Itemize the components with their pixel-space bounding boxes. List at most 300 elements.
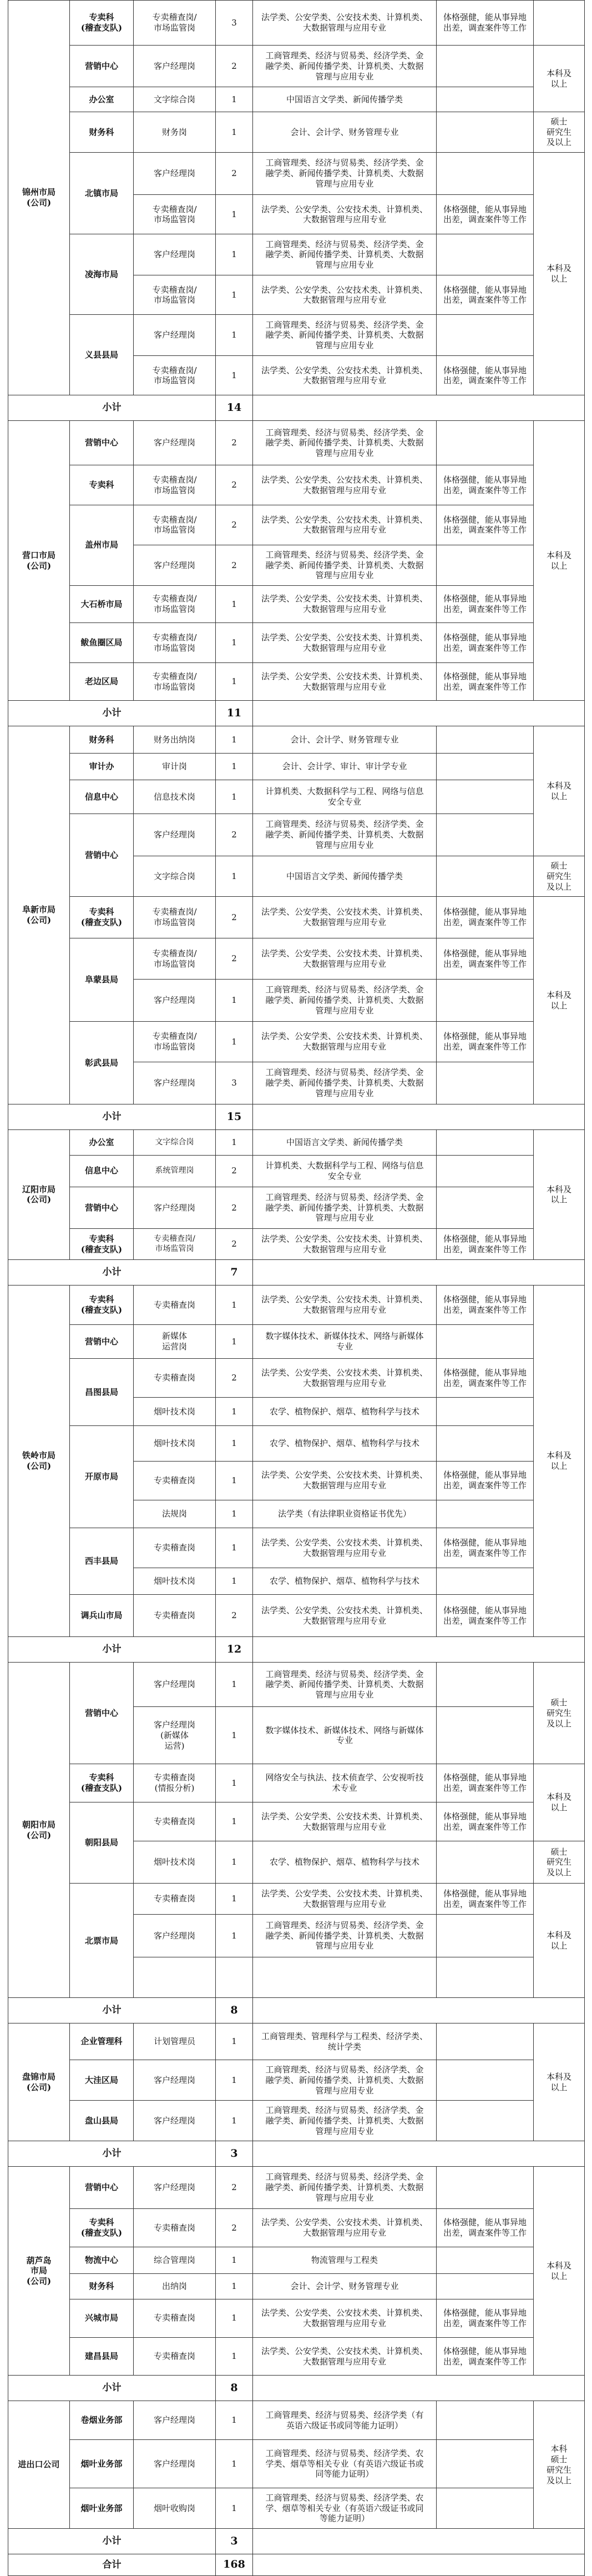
major-cell: 计算机类、大数据科学与工程、网络与信息 安全专业 bbox=[253, 1155, 437, 1187]
position-cell: 客户经理岗 bbox=[134, 46, 216, 87]
position-cell: 专卖稽查岗/ 市场监管岗 bbox=[134, 1229, 216, 1260]
major-cell: 法学类、公安学类、公安技术类、计算机类、 大数据管理与应用专业 bbox=[253, 1022, 437, 1062]
count-cell: 1 bbox=[216, 979, 253, 1021]
other-requirements-cell bbox=[437, 1500, 534, 1528]
subtotal-label: 小计 bbox=[8, 395, 216, 421]
position-cell: 客户经理岗 bbox=[134, 2440, 216, 2488]
major-cell: 工商管理类、经济与贸易类、经济学类、金 融学类、新闻传播学类、计算机类、大数据 管理与应用专业 bbox=[253, 1187, 437, 1228]
major-cell: 法学类（有法律职业资格证书优先） bbox=[253, 1500, 437, 1528]
major-cell bbox=[253, 1957, 437, 1998]
unit-cell: 营销中心 bbox=[70, 814, 134, 896]
major-cell: 中国语言文学类、新闻传播学类 bbox=[253, 1129, 437, 1155]
count-cell: 1 bbox=[216, 1568, 253, 1594]
position-cell: 出纳岗 bbox=[134, 2274, 216, 2299]
position-cell: 专卖稽查岗 bbox=[134, 1595, 216, 1637]
major-cell: 法学类、公安学类、公安技术类、计算机类、 大数据管理与应用专业 bbox=[253, 1884, 437, 1915]
other-requirements-cell: 体格强健，能从事异地 出差，调查案件等工作 bbox=[437, 1884, 534, 1915]
subtotal-value: 7 bbox=[216, 1260, 253, 1286]
major-cell: 工商管理类、经济与贸易类、经济学类、农 学类、烟草等相关专业（有英语六级证书或 同等能力证明） bbox=[253, 2440, 437, 2488]
education-cell: 本科及 以上 bbox=[534, 726, 585, 856]
education-cell: 本科及 以上 bbox=[534, 1764, 585, 1841]
other-requirements-cell: 体格强健，能从事异地 出差，调查案件等工作 bbox=[437, 465, 534, 505]
unit-cell: 卷烟业务部 bbox=[70, 2401, 134, 2440]
table-row bbox=[8, 586, 585, 623]
major-cell: 工商管理类、经济与贸易类、经济学类、金 融学类、新闻传播学类、计算机类、大数据 管理与应用专业 bbox=[253, 152, 437, 194]
table-row bbox=[8, 1528, 585, 1568]
major-cell: 物流管理与工程类 bbox=[253, 2247, 437, 2273]
unit-cell: 烟叶业务部 bbox=[70, 2488, 134, 2529]
position-cell: 客户经理岗 bbox=[134, 979, 216, 1021]
table-row bbox=[8, 2247, 585, 2273]
other-requirements-cell: 体格强健，能从事异地 出差，调查案件等工作 bbox=[437, 2337, 534, 2376]
subtotal-row bbox=[8, 1104, 585, 1130]
unit-cell: 大石桥市局 bbox=[70, 586, 134, 623]
major-cell: 法学类、公安学类、公安技术类、计算机类、 大数据管理与应用专业 bbox=[253, 1285, 437, 1324]
major-cell: 工商管理类、经济与贸易类、经济学类、金 融学类、新闻传播学类、计算机类、大数据 管理与应用专业 bbox=[253, 1915, 437, 1957]
position-cell: 客户经理岗 bbox=[134, 315, 216, 356]
position-cell: 客户经理岗 bbox=[134, 1187, 216, 1228]
unit-cell: 信息中心 bbox=[70, 780, 134, 814]
position-cell: 客户经理岗 bbox=[134, 152, 216, 194]
unit-cell: 凌海市局 bbox=[70, 234, 134, 315]
position-cell: 新媒体 运营岗 bbox=[134, 1325, 216, 1359]
unit-cell: 老边区局 bbox=[70, 662, 134, 701]
subtotal-label: 小计 bbox=[8, 2376, 216, 2401]
unit-cell: 北票市局 bbox=[70, 1884, 134, 1998]
subtotal-row bbox=[8, 701, 585, 726]
other-requirements-cell bbox=[437, 152, 534, 194]
major-cell: 工商管理类、经济与贸易类、经济学类（有 英语六级证书或同等能力证明） bbox=[253, 2401, 437, 2440]
count-cell: 2 bbox=[216, 421, 253, 465]
position-cell: 专卖稽查岗 bbox=[134, 2209, 216, 2247]
major-cell: 会计、会计学、财务管理专业 bbox=[253, 2274, 437, 2299]
count-cell: 2 bbox=[216, 2166, 253, 2208]
position-cell: 客户经理岗 bbox=[134, 421, 216, 465]
unit-cell: 盘山县局 bbox=[70, 2101, 134, 2141]
unit-cell: 烟叶业务部 bbox=[70, 2440, 134, 2488]
subtotal-value: 3 bbox=[216, 2529, 253, 2554]
subtotal-label: 小计 bbox=[8, 701, 216, 726]
position-cell: 专卖稽查岗/ 市场监管岗 bbox=[134, 662, 216, 701]
position-cell: 专卖稽查岗/ 市场监管岗 bbox=[134, 275, 216, 315]
other-requirements-cell: 体格强健，能从事异地 出差，调查案件等工作 bbox=[437, 1528, 534, 1568]
count-cell: 1 bbox=[216, 275, 253, 315]
major-cell: 法学类、公安学类、公安技术类、计算机类、 大数据管理与应用专业 bbox=[253, 897, 437, 938]
major-cell: 农学、植物保护、烟草、植物科学与技术 bbox=[253, 1398, 437, 1426]
count-cell: 3 bbox=[216, 1, 253, 46]
position-cell: 法规岗 bbox=[134, 1500, 216, 1528]
table-row bbox=[8, 2274, 585, 2299]
position-cell: 专卖稽查岗 bbox=[134, 1884, 216, 1915]
count-cell: 1 bbox=[216, 1528, 253, 1568]
major-cell: 会计、会计学、审计、审计学专业 bbox=[253, 753, 437, 780]
subtotal-row bbox=[8, 1260, 585, 1286]
major-cell: 法学类、公安学类、公安技术类、计算机类、 大数据管理与应用专业 bbox=[253, 505, 437, 545]
major-cell: 法学类、公安学类、公安技术类、计算机类、 大数据管理与应用专业 bbox=[253, 195, 437, 234]
subtotal-row bbox=[8, 395, 585, 421]
city-cell: 锦州市局 (公司) bbox=[8, 1, 70, 395]
table-row bbox=[8, 780, 585, 814]
major-cell: 工商管理类、管理科学与工程类、经济学类、 统计学类 bbox=[253, 2023, 437, 2060]
major-cell: 工商管理类、经济与贸易类、经济学类、金 融学类、新闻传播学类、计算机类、大数据 管理与应用专业 bbox=[253, 421, 437, 465]
table-row bbox=[8, 1285, 585, 1324]
count-cell: 2 bbox=[216, 2209, 253, 2247]
count-cell: 2 bbox=[216, 814, 253, 856]
other-requirements-cell: 体格强健，能从事异地 出差，调查案件等工作 bbox=[437, 1285, 534, 1324]
count-cell: 1 bbox=[216, 2488, 253, 2529]
position-cell: 专卖稽查岗 bbox=[134, 1802, 216, 1841]
other-requirements-cell bbox=[437, 1425, 534, 1461]
subtotal-blank bbox=[253, 1260, 585, 1286]
major-cell: 农学、植物保护、烟草、植物科学与技术 bbox=[253, 1568, 437, 1594]
count-cell: 1 bbox=[216, 112, 253, 153]
other-requirements-cell: 体格强健，能从事异地 出差，调查案件等工作 bbox=[437, 1461, 534, 1500]
major-cell: 工商管理类、经济与贸易类、经济学类、金 融学类、新闻传播学类、计算机类、大数据 管理与应用专业 bbox=[253, 234, 437, 275]
position-cell: 财务出纳岗 bbox=[134, 726, 216, 753]
position-cell: 客户经理岗 bbox=[134, 814, 216, 856]
total-label: 合计 bbox=[8, 2554, 216, 2576]
position-cell: 系统管理岗 bbox=[134, 1155, 216, 1187]
other-requirements-cell bbox=[437, 2247, 534, 2273]
position-cell: 专卖稽查岗 bbox=[134, 2299, 216, 2338]
table-row bbox=[8, 2023, 585, 2060]
subtotal-value: 11 bbox=[216, 701, 253, 726]
count-cell: 1 bbox=[216, 1285, 253, 1324]
unit-cell: 审计办 bbox=[70, 753, 134, 780]
table-row bbox=[8, 2440, 585, 2488]
major-cell: 法学类、公安学类、公安技术类、计算机类、 大数据管理与应用专业 bbox=[253, 2299, 437, 2338]
count-cell: 1 bbox=[216, 1022, 253, 1062]
position-cell: 专卖稽查岗 bbox=[134, 2337, 216, 2376]
education-cell: 本科及 以上 bbox=[534, 1285, 585, 1637]
other-requirements-cell: 体格强健，能从事异地 出差，调查案件等工作 bbox=[437, 1359, 534, 1398]
unit-cell: 建昌县局 bbox=[70, 2337, 134, 2376]
count-cell: 1 bbox=[216, 1764, 253, 1802]
unit-cell: 专卖科 (稽查支队) bbox=[70, 2209, 134, 2247]
count-cell: 1 bbox=[216, 1398, 253, 1426]
other-requirements-cell bbox=[437, 2166, 534, 2208]
count-cell: 1 bbox=[216, 1884, 253, 1915]
major-cell: 农学、植物保护、烟草、植物科学与技术 bbox=[253, 1841, 437, 1884]
subtotal-row bbox=[8, 2376, 585, 2401]
table-row bbox=[8, 2101, 585, 2141]
city-cell: 进出口公司 bbox=[8, 2401, 70, 2529]
position-cell: 客户经理岗 bbox=[134, 234, 216, 275]
position-cell: 烟叶技术岗 bbox=[134, 1425, 216, 1461]
subtotal-blank bbox=[253, 2376, 585, 2401]
subtotal-value: 8 bbox=[216, 2376, 253, 2401]
major-cell: 工商管理类、经济与贸易类、经济学类、金 融学类、新闻传播学类、计算机类、大数据 管理与应用专业 bbox=[253, 1663, 437, 1707]
major-cell: 法学类、公安学类、公安技术类、计算机类、 大数据管理与应用专业 bbox=[253, 1, 437, 46]
table-row bbox=[8, 2488, 585, 2529]
other-requirements-cell bbox=[437, 1841, 534, 1884]
major-cell: 法学类、公安学类、公安技术类、计算机类、 大数据管理与应用专业 bbox=[253, 275, 437, 315]
other-requirements-cell: 体格强健，能从事异地 出差，调查案件等工作 bbox=[437, 1802, 534, 1841]
subtotal-label: 小计 bbox=[8, 1637, 216, 1663]
other-requirements-cell: 体格强健，能从事异地 出差，调查案件等工作 bbox=[437, 1595, 534, 1637]
major-cell: 法学类、公安学类、公安技术类、计算机类、 大数据管理与应用专业 bbox=[253, 356, 437, 395]
table-row bbox=[8, 421, 585, 465]
unit-cell: 物流中心 bbox=[70, 2247, 134, 2273]
unit-cell: 办公室 bbox=[70, 87, 134, 112]
unit-cell: 办公室 bbox=[70, 1129, 134, 1155]
major-cell: 工商管理类、经济与贸易类、经济学类、金 融学类、新闻传播学类、计算机类、大数据 管理与应用专业 bbox=[253, 814, 437, 856]
count-cell: 1 bbox=[216, 1129, 253, 1155]
subtotal-value: 8 bbox=[216, 1998, 253, 2023]
count-cell: 2 bbox=[216, 152, 253, 194]
count-cell: 1 bbox=[216, 315, 253, 356]
count-cell: 1 bbox=[216, 2299, 253, 2338]
major-cell: 工商管理类、经济与贸易类、经济学类、农 学、烟草等相关专业（有英语六级证书或同 等能力证明） bbox=[253, 2488, 437, 2529]
count-cell: 1 bbox=[216, 586, 253, 623]
other-requirements-cell bbox=[437, 856, 534, 897]
other-requirements-cell bbox=[437, 2274, 534, 2299]
unit-cell: 营销中心 bbox=[70, 46, 134, 87]
recruitment-table-body bbox=[8, 1, 585, 2576]
count-cell: 2 bbox=[216, 897, 253, 938]
other-requirements-cell: 体格强健，能从事异地 出差，调查案件等工作 bbox=[437, 1764, 534, 1802]
position-cell: 客户经理岗 bbox=[134, 1915, 216, 1957]
position-cell: 专卖稽查岗/ 市场监管岗 bbox=[134, 505, 216, 545]
other-requirements-cell bbox=[437, 1129, 534, 1155]
count-cell: 1 bbox=[216, 234, 253, 275]
position-cell: 专卖稽查岗/ 市场监管岗 bbox=[134, 586, 216, 623]
table-row bbox=[8, 1764, 585, 1802]
major-cell: 中国语言文学类、新闻传播学类 bbox=[253, 87, 437, 112]
position-cell: 烟叶收购岗 bbox=[134, 2488, 216, 2529]
major-cell: 法学类、公安学类、公安技术类、计算机类、 大数据管理与应用专业 bbox=[253, 1528, 437, 1568]
unit-cell: 彰武县局 bbox=[70, 1022, 134, 1104]
table-row bbox=[8, 46, 585, 87]
other-requirements-cell bbox=[437, 1568, 534, 1594]
other-requirements-cell bbox=[437, 315, 534, 356]
city-cell: 辽阳市局 (公司) bbox=[8, 1129, 70, 1259]
table-row bbox=[8, 1595, 585, 1637]
table-row bbox=[8, 938, 585, 980]
position-cell: 客户经理岗 bbox=[134, 2101, 216, 2141]
count-cell: 1 bbox=[216, 2401, 253, 2440]
position-cell: 烟叶技术岗 bbox=[134, 1398, 216, 1426]
position-cell: 客户经理岗 (新媒体 运营) bbox=[134, 1707, 216, 1764]
table-row bbox=[8, 662, 585, 701]
major-cell: 法学类、公安学类、公安技术类、计算机类、 大数据管理与应用专业 bbox=[253, 1802, 437, 1841]
major-cell: 法学类、公安学类、公安技术类、计算机类、 大数据管理与应用专业 bbox=[253, 1229, 437, 1260]
table-row bbox=[8, 1884, 585, 1915]
table-row bbox=[8, 1663, 585, 1707]
subtotal-label: 小计 bbox=[8, 2529, 216, 2554]
count-cell: 1 bbox=[216, 2060, 253, 2101]
subtotal-value: 12 bbox=[216, 1637, 253, 1663]
unit-cell: 北镇市局 bbox=[70, 152, 134, 234]
table-row bbox=[8, 1, 585, 46]
count-cell: 1 bbox=[216, 2440, 253, 2488]
position-cell: 专卖稽查岗/ 市场监管岗 bbox=[134, 897, 216, 938]
major-cell: 工商管理类、经济与贸易类、经济学类、金 融学类、新闻传播学类、计算机类、大数据 管理与应用专业 bbox=[253, 46, 437, 87]
position-cell: 文字综合岗 bbox=[134, 1129, 216, 1155]
subtotal-value: 15 bbox=[216, 1104, 253, 1130]
position-cell: 计划管理员 bbox=[134, 2023, 216, 2060]
subtotal-value: 14 bbox=[216, 395, 253, 421]
other-requirements-cell bbox=[437, 1187, 534, 1228]
other-requirements-cell: 体格强健，能从事异地 出差，调查案件等工作 bbox=[437, 1229, 534, 1260]
major-cell: 计算机类、大数据科学与工程、网络与信息 安全专业 bbox=[253, 780, 437, 814]
count-cell: 1 bbox=[216, 87, 253, 112]
major-cell: 工商管理类、经济与贸易类、经济学类、金 融学类、新闻传播学类、计算机类、大数据 管理与应用专业 bbox=[253, 2060, 437, 2101]
count-cell: 1 bbox=[216, 356, 253, 395]
unit-cell: 营销中心 bbox=[70, 2166, 134, 2208]
subtotal-label: 小计 bbox=[8, 1260, 216, 1286]
count-cell: 1 bbox=[216, 1802, 253, 1841]
major-cell: 网络安全与执法、技术侦查学、公安视听技 术专业 bbox=[253, 1764, 437, 1802]
table-row bbox=[8, 2166, 585, 2208]
other-requirements-cell bbox=[437, 2488, 534, 2529]
education-cell: 硕士 研究生 及以上 bbox=[534, 1663, 585, 1764]
table-row bbox=[8, 1802, 585, 1841]
major-cell: 工商管理类、经济与贸易类、经济学类、金 融学类、新闻传播学类、计算机类、大数据 管理与应用专业 bbox=[253, 315, 437, 356]
count-cell: 2 bbox=[216, 465, 253, 505]
other-requirements-cell bbox=[437, 1398, 534, 1426]
count-cell: 2 bbox=[216, 1229, 253, 1260]
other-requirements-cell: 体格强健，能从事异地 出差，调查案件等工作 bbox=[437, 2209, 534, 2247]
other-requirements-cell bbox=[437, 814, 534, 856]
city-cell: 阜新市局 (公司) bbox=[8, 726, 70, 1104]
major-cell: 法学类、公安学类、公安技术类、计算机类、 大数据管理与应用专业 bbox=[253, 1595, 437, 1637]
unit-cell: 大洼区局 bbox=[70, 2060, 134, 2101]
education-cell: 本科及 以上 bbox=[534, 152, 585, 395]
other-requirements-cell: 体格强健，能从事异地 出差，调查案件等工作 bbox=[437, 623, 534, 662]
major-cell: 法学类、公安学类、公安技术类、计算机类、 大数据管理与应用专业 bbox=[253, 938, 437, 980]
subtotal-blank bbox=[253, 395, 585, 421]
unit-cell: 信息中心 bbox=[70, 1155, 134, 1187]
table-row bbox=[8, 2299, 585, 2338]
unit-cell: 营销中心 bbox=[70, 1663, 134, 1764]
position-cell: 专卖稽查岗/ 市场监管岗 bbox=[134, 195, 216, 234]
other-requirements-cell bbox=[437, 1915, 534, 1957]
position-cell: 专卖稽查岗/ 市场监管岗 bbox=[134, 938, 216, 980]
position-cell: 专卖稽查岗/ 市场监管岗 bbox=[134, 623, 216, 662]
position-cell: 审计岗 bbox=[134, 753, 216, 780]
count-cell: 1 bbox=[216, 2023, 253, 2060]
unit-cell: 开原市局 bbox=[70, 1425, 134, 1528]
unit-cell: 财务科 bbox=[70, 2274, 134, 2299]
table-row bbox=[8, 87, 585, 112]
position-cell: 专卖稽查岗 (情报分析) bbox=[134, 1764, 216, 1802]
position-cell: 专卖稽查岗 bbox=[134, 1461, 216, 1500]
total-blank bbox=[253, 2554, 585, 2576]
other-requirements-cell bbox=[437, 753, 534, 780]
unit-cell: 西丰县局 bbox=[70, 1528, 134, 1595]
position-cell: 专卖稽查岗/ 市场监管岗 bbox=[134, 465, 216, 505]
count-cell: 2 bbox=[216, 1595, 253, 1637]
other-requirements-cell: 体格强健，能从事异地 出差，调查案件等工作 bbox=[437, 275, 534, 315]
count-cell: 1 bbox=[216, 2274, 253, 2299]
count-cell: 1 bbox=[216, 1841, 253, 1884]
subtotal-label: 小计 bbox=[8, 1998, 216, 2023]
major-cell: 中国语言文学类、新闻传播学类 bbox=[253, 856, 437, 897]
unit-cell: 专卖科 (稽查支队) bbox=[70, 1, 134, 46]
unit-cell: 盖州市局 bbox=[70, 505, 134, 585]
subtotal-blank bbox=[253, 701, 585, 726]
position-cell: 综合管理岗 bbox=[134, 2247, 216, 2273]
major-cell: 数字媒体技术、新媒体技术、网络与新媒体 专业 bbox=[253, 1325, 437, 1359]
count-cell: 2 bbox=[216, 1359, 253, 1398]
table-row bbox=[8, 1425, 585, 1461]
count-cell: 2 bbox=[216, 938, 253, 980]
education-cell: 本科及 以上 bbox=[534, 46, 585, 112]
count-cell: 1 bbox=[216, 753, 253, 780]
major-cell: 数字媒体技术、新媒体技术、网络与新媒体 专业 bbox=[253, 1707, 437, 1764]
other-requirements-cell bbox=[437, 46, 534, 87]
subtotal-row bbox=[8, 1998, 585, 2023]
count-cell: 1 bbox=[216, 623, 253, 662]
subtotal-value: 3 bbox=[216, 2141, 253, 2167]
other-requirements-cell bbox=[437, 2440, 534, 2488]
major-cell: 法学类、公安学类、公安技术类、计算机类、 大数据管理与应用专业 bbox=[253, 586, 437, 623]
count-cell: 2 bbox=[216, 505, 253, 545]
count-cell: 1 bbox=[216, 1707, 253, 1764]
unit-cell: 昌图县局 bbox=[70, 1359, 134, 1426]
education-cell: 本科及 以上 bbox=[534, 897, 585, 1104]
position-cell: 专卖稽查岗 bbox=[134, 1359, 216, 1398]
other-requirements-cell bbox=[437, 2101, 534, 2141]
count-cell: 1 bbox=[216, 1425, 253, 1461]
other-requirements-cell bbox=[437, 1957, 534, 1998]
other-requirements-cell: 体格强健，能从事异地 出差，调查案件等工作 bbox=[437, 505, 534, 545]
unit-cell: 营销中心 bbox=[70, 1325, 134, 1359]
other-requirements-cell bbox=[437, 1707, 534, 1764]
table-row bbox=[8, 1359, 585, 1398]
count-cell: 2 bbox=[216, 1187, 253, 1228]
other-requirements-cell: 体格强健，能从事异地 出差，调查案件等工作 bbox=[437, 662, 534, 701]
other-requirements-cell: 体格强健，能从事异地 出差，调查案件等工作 bbox=[437, 1, 534, 46]
position-cell: 专卖稽查岗 bbox=[134, 1285, 216, 1324]
table-row bbox=[8, 112, 585, 153]
position-cell: 专卖稽查岗 bbox=[134, 1528, 216, 1568]
unit-cell: 营销中心 bbox=[70, 1187, 134, 1228]
major-cell: 工商管理类、经济与贸易类、经济学类、金 融学类、新闻传播学类、计算机类、大数据 管理与应用专业 bbox=[253, 2101, 437, 2141]
other-requirements-cell bbox=[437, 726, 534, 753]
other-requirements-cell bbox=[437, 2060, 534, 2101]
other-requirements-cell: 体格强健，能从事异地 出差，调查案件等工作 bbox=[437, 2299, 534, 2338]
table-row bbox=[8, 465, 585, 505]
other-requirements-cell bbox=[437, 87, 534, 112]
table-row bbox=[8, 315, 585, 356]
city-cell: 营口市局 (公司) bbox=[8, 421, 70, 701]
count-cell: 2 bbox=[216, 1155, 253, 1187]
education-cell bbox=[534, 1, 585, 46]
table-row bbox=[8, 2060, 585, 2101]
other-requirements-cell bbox=[437, 234, 534, 275]
other-requirements-cell bbox=[437, 421, 534, 465]
table-row bbox=[8, 234, 585, 275]
subtotal-label: 小计 bbox=[8, 1104, 216, 1130]
other-requirements-cell: 体格强健，能从事异地 出差，调查案件等工作 bbox=[437, 195, 534, 234]
major-cell: 工商管理类、经济与贸易类、经济学类、金 融学类、新闻传播学类、计算机类、大数据 管理与应用专业 bbox=[253, 545, 437, 586]
other-requirements-cell bbox=[437, 979, 534, 1021]
education-cell: 本科及 以上 bbox=[534, 421, 585, 701]
unit-cell: 企业管理科 bbox=[70, 2023, 134, 2060]
city-cell: 铁岭市局 (公司) bbox=[8, 1285, 70, 1637]
other-requirements-cell bbox=[437, 1155, 534, 1187]
count-cell: 1 bbox=[216, 195, 253, 234]
other-requirements-cell bbox=[437, 780, 534, 814]
table-row bbox=[8, 2337, 585, 2376]
recruitment-table bbox=[8, 0, 585, 2576]
position-cell: 专卖稽查岗/ 市场监管岗 bbox=[134, 1022, 216, 1062]
other-requirements-cell bbox=[437, 1062, 534, 1104]
position-cell: 信息技术岗 bbox=[134, 780, 216, 814]
table-row bbox=[8, 152, 585, 194]
